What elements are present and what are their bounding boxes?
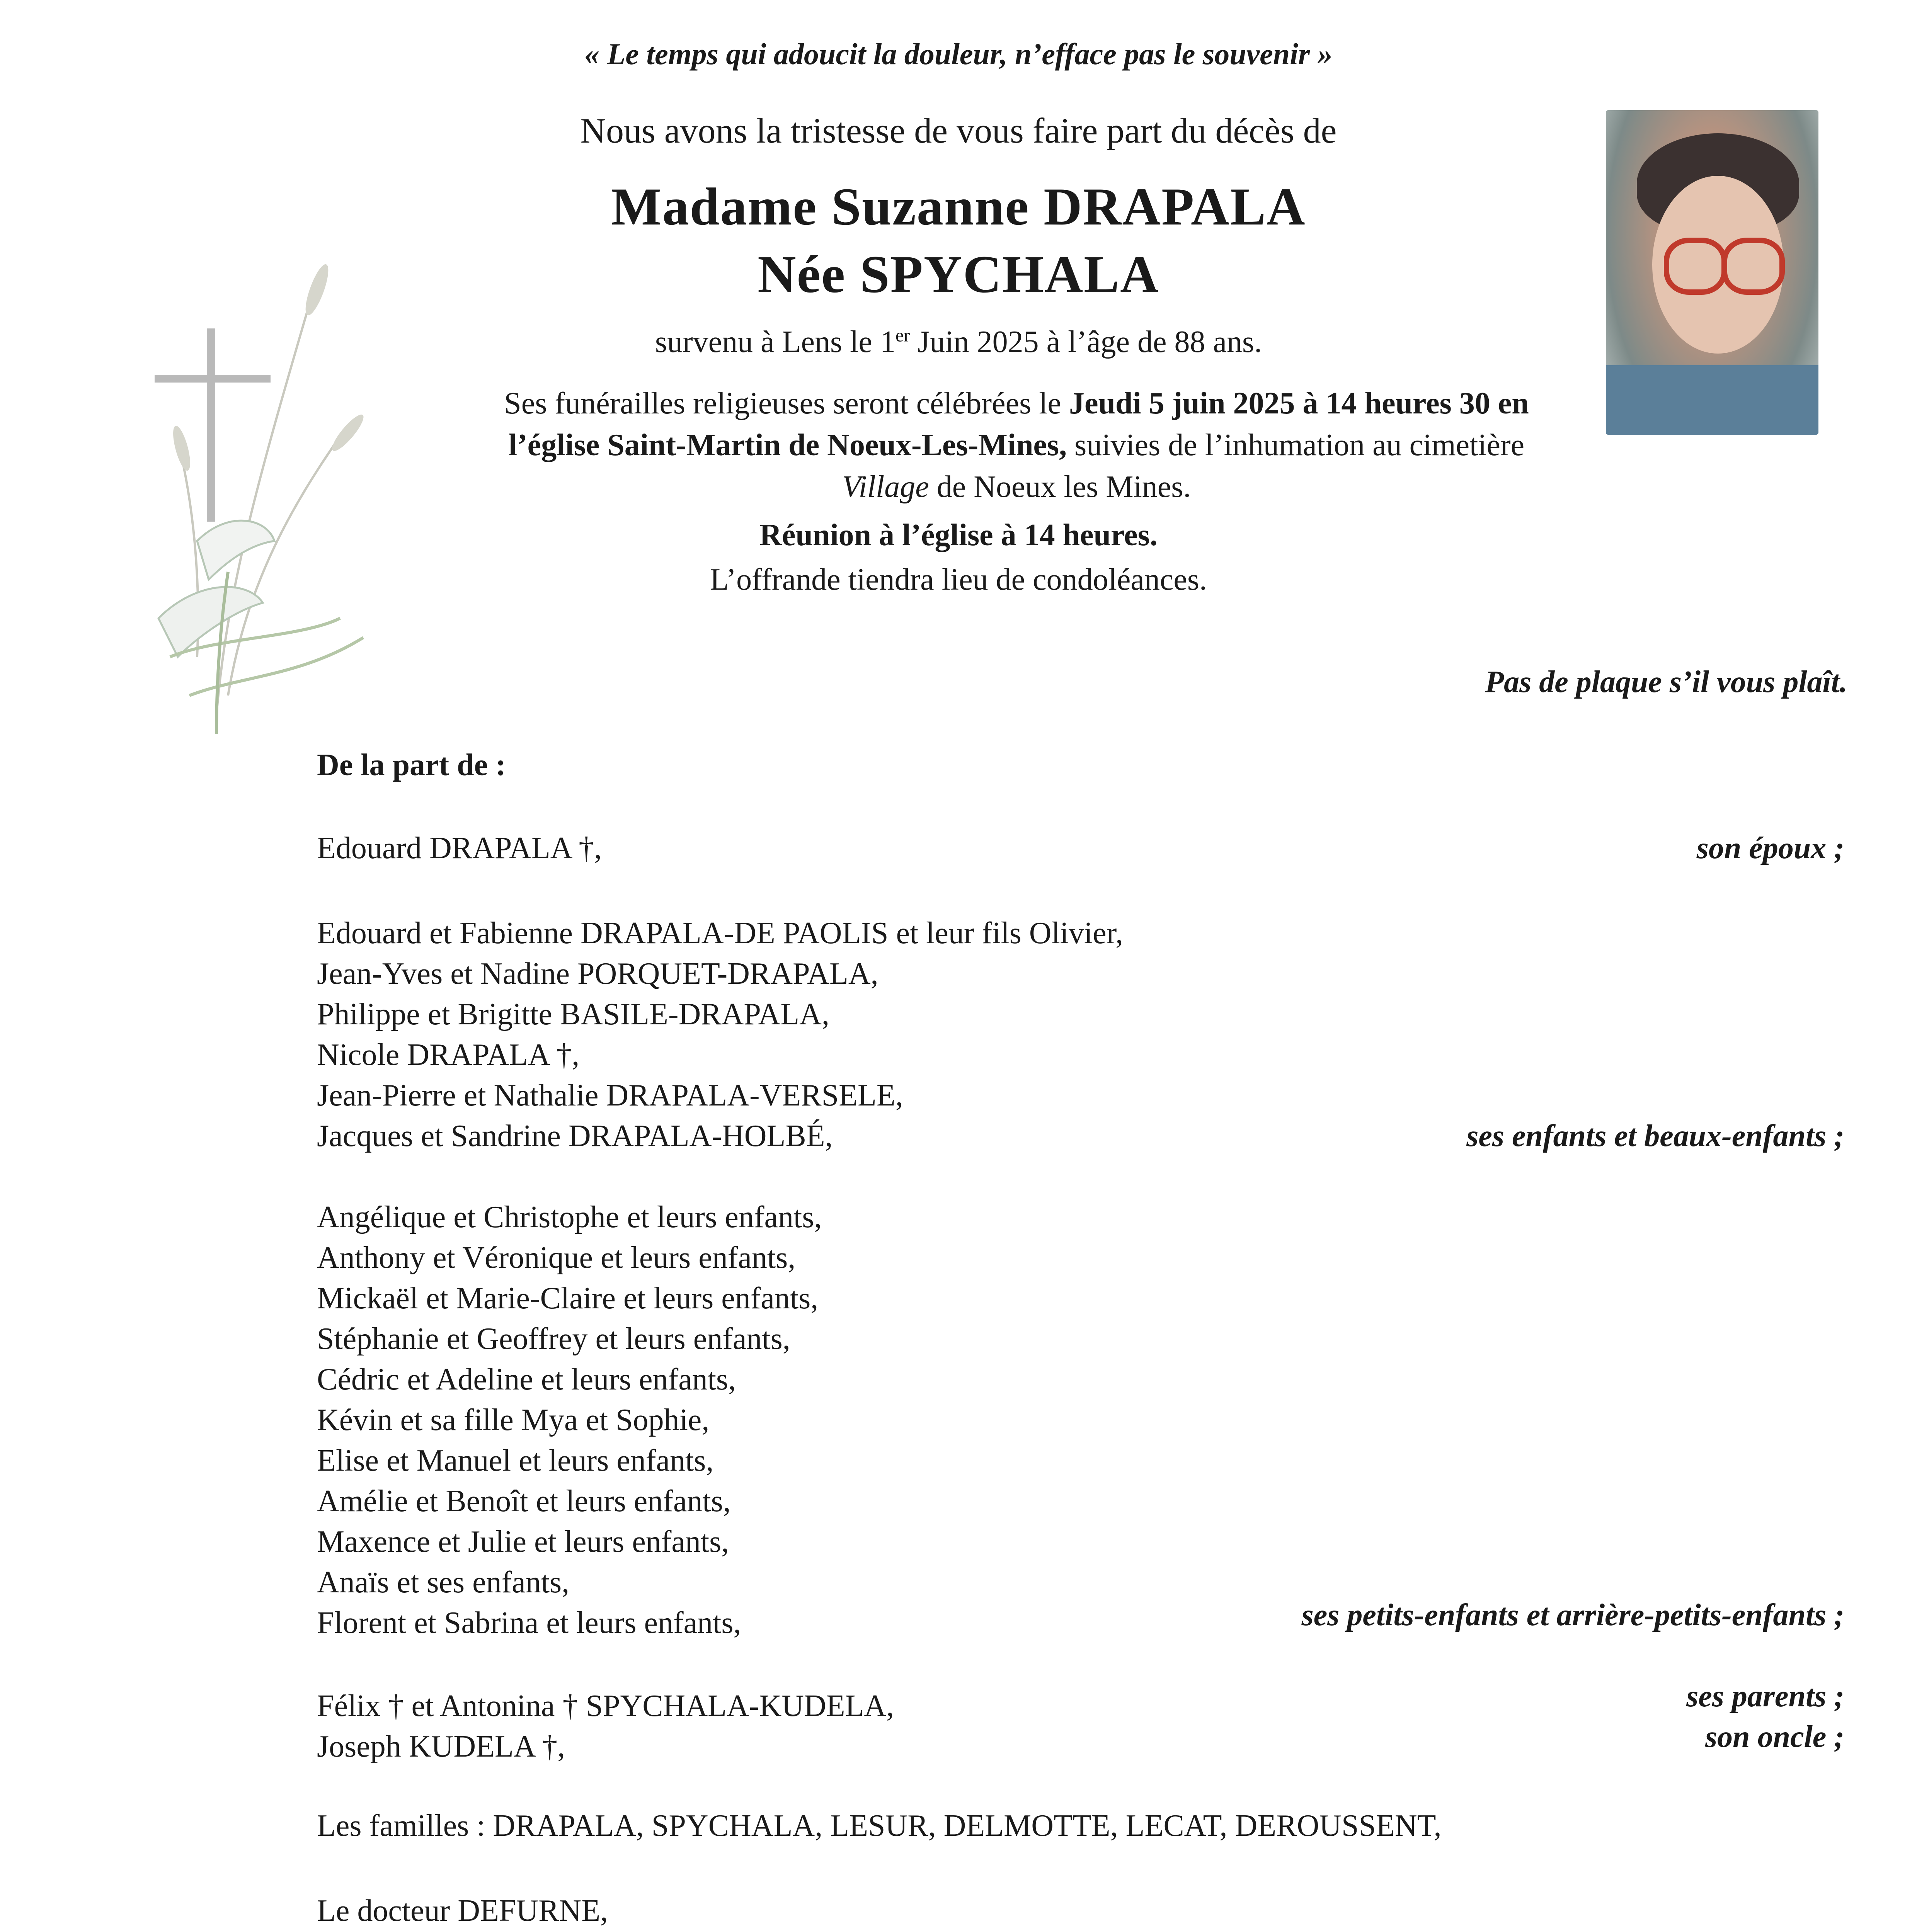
parents-line: Félix † et Antonina † SPYCHALA-KUDELA, xyxy=(317,1689,894,1723)
funeral-details xyxy=(483,383,1550,508)
offering-info: L’offrande tiendra lieu de condoléances. xyxy=(710,563,1207,597)
grandchild-line: Anthony et Véronique et leurs enfants, xyxy=(317,1241,796,1275)
no-plaque-notice: Pas de plaque s’il vous plaît. xyxy=(1485,665,1847,699)
deceased-name: Madame Suzanne DRAPALA xyxy=(611,177,1306,236)
grandchildren-role: ses petits-enfants et arrière-petits-enfants ; xyxy=(1301,1598,1844,1632)
maiden-name: Née SPYCHALA xyxy=(758,245,1159,304)
children-role: ses enfants et beaux-enfants ; xyxy=(1466,1119,1844,1153)
funeral-date-place: Jeudi 5 juin 2025 à 14 heures 30 en l’église Saint-Martin de Noeux-Les-Mines, xyxy=(508,386,1529,462)
uncle-line: Joseph KUDELA †, xyxy=(317,1730,565,1764)
parents-role: ses parents ; xyxy=(1686,1679,1844,1713)
announcement-intro: Nous avons la tristesse de vous faire part du décès de xyxy=(580,111,1337,150)
grandchild-line: Anaïs et ses enfants, xyxy=(317,1565,570,1599)
death-notice-end: Juin 2025 à l’âge de 88 ans. xyxy=(910,325,1262,359)
death-notice xyxy=(0,325,1917,360)
child-line: Edouard et Fabienne DRAPALA-DE PAOLIS et leur fils Olivier, xyxy=(317,916,1124,950)
child-line: Jean-Pierre et Nathalie DRAPALA-VERSELE, xyxy=(317,1078,903,1112)
spouse-role: son époux ; xyxy=(1696,831,1844,865)
families-line: Les familles : DRAPALA, SPYCHALA, LESUR, DELMOTTE, LECAT, DEROUSSENT, xyxy=(317,1809,1442,1843)
meeting-info: Réunion à l’église à 14 heures. xyxy=(759,518,1158,552)
grandchild-line: Amélie et Benoît et leurs enfants, xyxy=(317,1484,731,1518)
grandchild-line: Mickaël et Marie-Claire et leurs enfants, xyxy=(317,1281,819,1315)
grandchild-line: Cédric et Adeline et leurs enfants, xyxy=(317,1362,736,1396)
child-line: Nicole DRAPALA †, xyxy=(317,1038,580,1072)
grandchild-line: Elise et Manuel et leurs enfants, xyxy=(317,1444,714,1478)
child-line: Jacques et Sandrine DRAPALA-HOLBÉ, xyxy=(317,1119,833,1153)
date-ordinal: er xyxy=(895,325,910,346)
epigraph: « Le temps qui adoucit la douleur, n’efface pas le souvenir » xyxy=(584,37,1333,71)
uncle-role: son oncle ; xyxy=(1705,1720,1844,1754)
funeral-text-3: de Noeux les Mines. xyxy=(929,470,1191,504)
doctor-line: Le docteur DEFURNE, xyxy=(317,1894,608,1928)
cross-and-lily-illustration xyxy=(100,232,379,773)
child-line: Philippe et Brigitte BASILE-DRAPALA, xyxy=(317,997,829,1031)
grandchild-line: Angélique et Christophe et leurs enfants, xyxy=(317,1200,822,1234)
child-line: Jean-Yves et Nadine PORQUET-DRAPALA, xyxy=(317,957,878,991)
grandchild-line: Kévin et sa fille Mya et Sophie, xyxy=(317,1403,710,1437)
grandchild-line: Florent et Sabrina et leurs enfants, xyxy=(317,1606,741,1640)
grandchild-line: Maxence et Julie et leurs enfants, xyxy=(317,1525,729,1559)
death-notice-start: survenu à Lens le 1 xyxy=(655,325,896,359)
cemetery-name: Village xyxy=(842,470,929,504)
spouse-line: Edouard DRAPALA †, xyxy=(317,831,602,865)
funeral-text-1: Ses funérailles religieuses seront célébrées le xyxy=(504,386,1069,420)
grandchild-line: Stéphanie et Geoffrey et leurs enfants, xyxy=(317,1322,790,1356)
from-label: De la part de : xyxy=(317,748,506,782)
funeral-text-2: suivies de l’inhumation au cimetière xyxy=(1067,428,1525,462)
